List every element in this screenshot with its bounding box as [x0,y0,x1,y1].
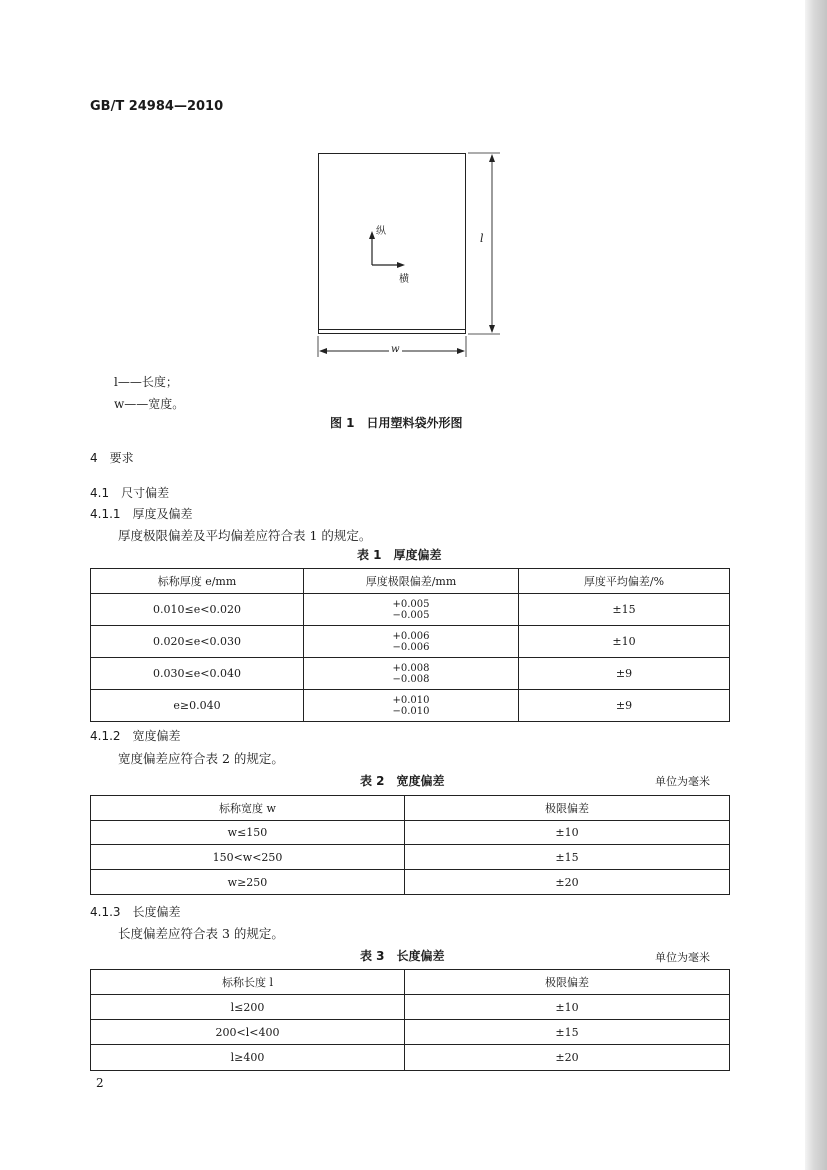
table2-cell-nominal: w≤150 [91,821,405,845]
table-row [91,870,730,895]
dim-label-length: l [480,232,484,245]
table3-cell-tolerance: ±10 [405,995,730,1020]
table2-cell-tolerance: ±10 [405,821,730,845]
table1-title: 表 1 厚度偏差 [357,548,442,562]
table1-cell-tol-plus: +0.010 [392,694,430,706]
table3-header: 极限偏差 [405,970,730,995]
page-number: 2 [96,1076,104,1090]
legend-width: w——宽度。 [114,397,185,411]
table2-unit: 单位为毫米 [655,775,710,788]
table3-cell-nominal: l≥400 [91,1045,405,1071]
table1-cell-tol-plus: +0.006 [392,630,430,642]
table3-length [90,969,730,1071]
table-row [91,1045,730,1071]
arrow-right-head [397,262,405,268]
section-4-1-2-text: 宽度偏差应符合表 2 的规定。 [118,751,284,766]
table1-cell-avg: ±15 [519,594,730,626]
section-4-heading: 4 要求 [90,451,134,465]
table1-cell-avg: ±10 [519,626,730,658]
table3-cell-tolerance: ±15 [405,1020,730,1045]
table3-cell-tolerance: ±20 [405,1045,730,1071]
table2-width [90,795,730,895]
table3-cell-nominal: l≤200 [91,995,405,1020]
table1-cell-avg: ±9 [519,658,730,690]
table2-title: 表 2 宽度偏差 [360,774,445,788]
standard-code: GB/T 24984—2010 [90,99,224,114]
table1-cell-nominal: e≥0.040 [91,690,304,722]
table1-header: 标称厚度 e/mm [91,569,304,594]
table-row [91,658,730,690]
section-4-1-1-text: 厚度极限偏差及平均偏差应符合表 1 的规定。 [118,528,372,543]
table1-cell-nominal: 0.020≤e<0.030 [91,626,304,658]
section-4-1-3-heading: 4.1.3 长度偏差 [90,905,181,919]
table1-cell-tol-minus: −0.010 [392,705,430,717]
section-4-1-1-heading: 4.1.1 厚度及偏差 [90,507,193,521]
table2-cell-nominal: w≥250 [91,870,405,895]
table3-cell-nominal: 200<l<400 [91,1020,405,1045]
table-row [91,594,730,626]
figure-caption: 图 1 日用塑料袋外形图 [330,416,463,430]
table2-header: 极限偏差 [405,796,730,821]
arrow-up-head [369,231,375,239]
legend-length: l——长度； [114,375,178,389]
dim-label-width: w [391,344,400,355]
arrow-label-transverse: 横 [399,274,409,285]
table1-cell-tol-plus: +0.005 [392,598,430,610]
table3-title: 表 3 长度偏差 [360,949,445,963]
table1-cell-tol-minus: −0.006 [392,641,430,653]
table3-unit: 单位为毫米 [655,951,710,964]
table2-cell-tolerance: ±15 [405,845,730,870]
table-row [91,690,730,722]
table-row [91,626,730,658]
table1-cell-avg: ±9 [519,690,730,722]
table-row [91,821,730,845]
table1-cell-tol-minus: −0.008 [392,673,430,685]
table-row [91,995,730,1020]
section-4-1-2-heading: 4.1.2 宽度偏差 [90,729,181,743]
table1-header: 厚度平均偏差/% [519,569,730,594]
table1-cell-tol-plus: +0.008 [392,662,430,674]
table1-header: 厚度极限偏差/mm [304,569,519,594]
table2-header: 标称宽度 w [91,796,405,821]
table1-cell-nominal: 0.010≤e<0.020 [91,594,304,626]
table1-cell-nominal: 0.030≤e<0.040 [91,658,304,690]
table3-header: 标称长度 l [91,970,405,995]
section-4-1-heading: 4.1 尺寸偏差 [90,486,170,500]
table1-cell-tol-minus: −0.005 [392,609,430,621]
figure-arrows [0,0,827,380]
table-row [91,1020,730,1045]
table1-thickness [90,568,730,722]
table2-cell-tolerance: ±20 [405,870,730,895]
section-4-1-3-text: 长度偏差应符合表 3 的规定。 [118,926,284,941]
table-row [91,845,730,870]
arrow-label-longitudinal: 纵 [376,222,386,237]
table2-cell-nominal: 150<w<250 [91,845,405,870]
